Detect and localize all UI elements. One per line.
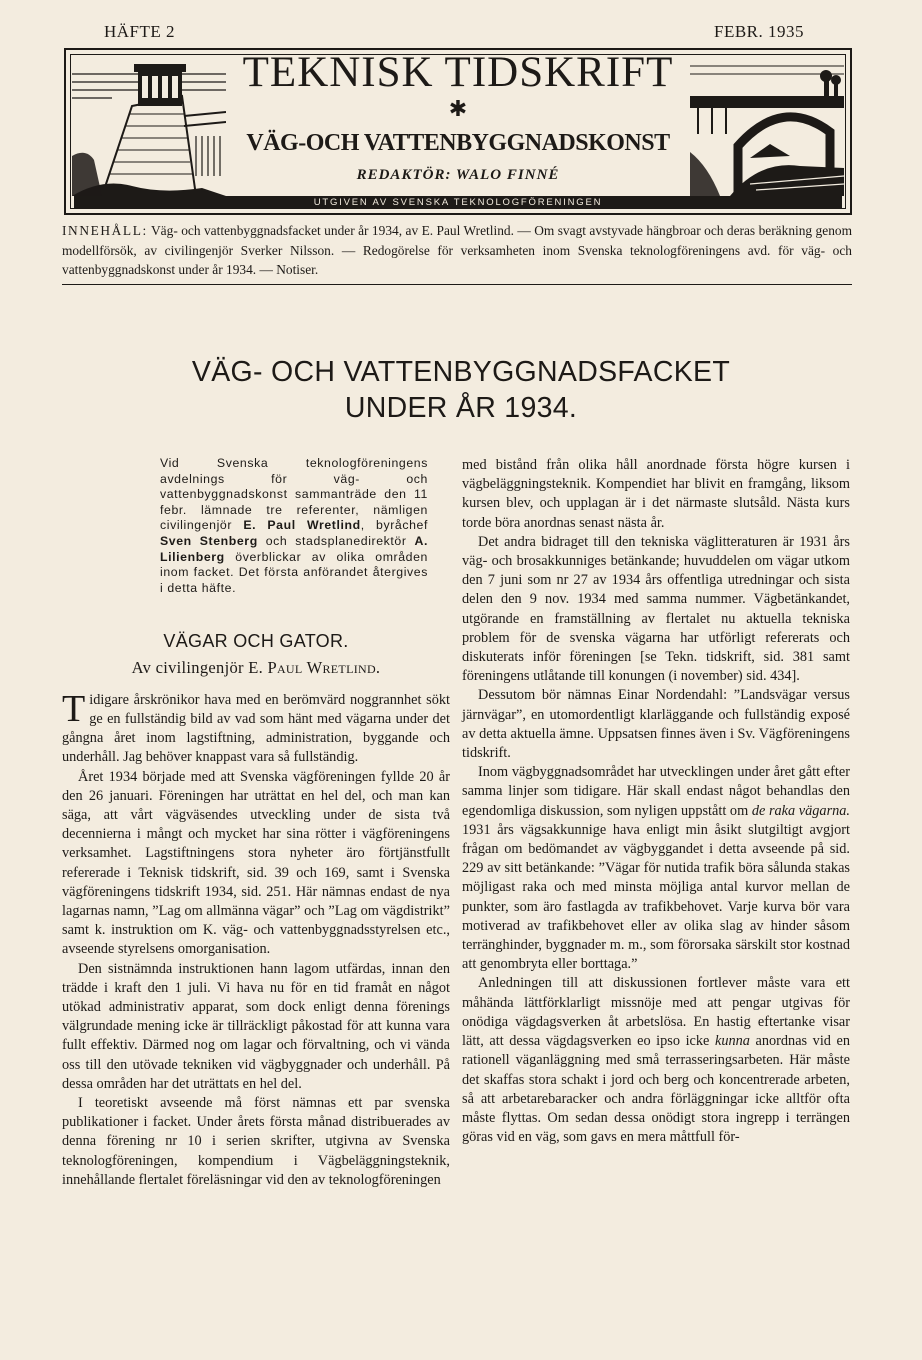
issue-date: FEBR. 1935 (714, 22, 805, 41)
intro-text-a: Vid Svenska teknologföreningens avdelnings för väg- och vattenbyggnadskonst sammanträde den 11 febr. lämnade tre referenter, nämligen civilingenjör (160, 456, 428, 533)
publisher-banner: UTGIVEN AV SVENSKA TEKNOLOGFÖRENINGEN (74, 196, 842, 209)
journal-title: TEKNISK TIDSKRIFT (242, 49, 674, 96)
paragraph-1-text: idigare årskrönikor hava med en berömvärd noggrannhet sökt ge en fullständig bild av vad som hänt med vägarna under det gångna året inom lagstiftning, administration, byggande och underhåll. Jag behöver knappast vara så fullständig. (62, 691, 450, 766)
contents-label: INNEHÅLL: (62, 223, 148, 238)
byline (62, 658, 450, 677)
article-title-line-1: VÄG- OCH VATTENBYGGNADSFACKET (191, 356, 731, 388)
issue-number: HÄFTE 2 (104, 22, 176, 41)
paragraph-9-text-b: anordnas vid en rationell väganläggning med små terrasseringsarbeten. Här måste det skaffas stora schakt i jord och berg och koncentrerade arbeten, så att arbetarebaracker och andra förläggningar icke alltför ofta måste flyttas. Om sedan dessa onödigt stora ingrepp i terrängen göras vid en väg, som gavs en mera måttfull för- (462, 1033, 850, 1146)
paragraph-8-text-b: 1931 års vägsakkunnige hava enligt min åsikt slutgiltigt avgjort frågan om bedömandet av vägbyggandet i detta avseende på sid. 229 av sitt betänkande: ”Vägar för nutida trafik böra sålunda stakas möjligast raka och med minsta möjliga antal kurvor mellan de punkter, som äro fastlagda av trafikbehovet. Varje kurva bör vara motiverad av trafikbehovet eller av olika slag av hinder såsom terränghinder, byggnader m. m., som förorsaka särskilt stor kostnad att genombryta eller borttaga.” (462, 821, 850, 973)
bridge-woodcut-illustration (690, 56, 844, 196)
journal-subtitle: VÄG-OCH VATTENBYGGNADSKONST (246, 130, 670, 156)
paragraph-9-emphasis: kunna (714, 1033, 750, 1050)
paragraph-4: I teoretiskt avseende må först nämnas ett par svenska publikationer i facket. Under årets första månad distribuerades av denna förening nr 10 i serien skrifter, utgivna av Svenska teknologföreningen, kompendium i Vägbeläggningsteknik, innehållande flertalet föreläsningar vid den av teknologföreningen (62, 1095, 450, 1188)
paragraph-8-text-a: Inom vägbyggnadsområdet har utvecklingen under året gått efter samma linjer som tidigare. Här skall endast något behandlas den egendomliga diskussion, som nyligen uppstått om (462, 764, 850, 819)
dam-woodcut-illustration (72, 56, 226, 196)
article-title (100, 354, 822, 426)
contents-divider (62, 284, 852, 285)
byline-prefix: Av civilingenjör (131, 657, 249, 677)
paragraph-2: Året 1934 började med att Svenska vägföreningen fyllde 20 år den 26 januari. Föreningen har uträttat en hel del, och man kan säga, att vårt vägväsendes utveckling under de sista två decennierna i mångt och mycket har sina rötter i vägföreningens verksamhet. Lagstiftningens stora nyheter äro förtjänstfullt refererade i Teknisk tidskrift, sid. 39 och 169, samt i Svenska vägföreningens tidskrift 1934, sid. 251. Här nämnas endast de nya lagarnas namn, ”Lag om allmänna vägar” och ”Lag om vägdistrikt” samt k. instruktion om K. väg- och vattenbyggnadsstyrelsen etc., avseende styrelsens omorganisation. (62, 768, 450, 958)
paragraph-8-emphasis: de raka vägarna. (751, 802, 851, 819)
paragraph-8 (462, 763, 850, 974)
intro-text-c: och stadsplanedirektör (257, 533, 415, 548)
byline-author: E. Paul Wretlind. (248, 657, 381, 677)
intro-name-lilienberg: A. Lilienberg (160, 533, 428, 564)
paragraph-7: Dessutom bör nämnas Einar Nordendahl: ”Landsvägar versus järnvägar”, en utomordentligt klarläggande och fullständig exposé av detta aktuella ämne. Uppsatsen finnes även i Sv. Vägföreningens tidskrift. (462, 687, 850, 762)
paragraph-6: Det andra bidraget till den tekniska väglitteraturen är 1931 års väg- och brosakkunniges betänkande; huvuddelen om vägar utkom den 7 juni som nr 27 av 1934 års offentliga utredningar och sista delen den 9 nov. 1934 med samma nummer. Vägbetänkandet, utgörande en framställning av flertalet nu aktuella tekniska problem för de svenska vägarna har utförligt refererats och diskuterats inför föreningen [se Tekn. tidskrift, sid. 381 samt föreningens utlåtande till konungen (i november) sid. 434]. (462, 533, 850, 685)
masthead (64, 48, 852, 215)
paragraph-5: med bistånd från olika håll anordnade första högre kursen i vägbeläggningsteknik. Kompendiet har blivit en framgång, liksom kursen blev, och upplagan är i det närmaste slutsåld. Nästa kurs torde böra anordnas senast nästa år. (462, 457, 850, 531)
left-column (62, 456, 450, 1190)
star-ornament-icon: ✱ (448, 96, 468, 121)
article-title-line-2: UNDER ÅR 1934. (344, 392, 578, 424)
paragraph-1 (62, 687, 450, 768)
right-column (462, 456, 850, 1147)
drop-cap: T (62, 687, 86, 730)
contents-text: Väg- och vattenbyggnadsfacket under år 1934, av E. Paul Wretlind. — Om svagt avstyvade hängbroar och deras beräkning genom modellförsök, av civilingenjör Sverker Nilsson. — Redogörelse för verksamheten inom Svenska teknologföreningens avd. för väg- och vattenbyggnadskonst under år 1934. — Notiser. (62, 223, 853, 278)
intro-name-wretlind: E. Paul Wretlind (243, 518, 361, 533)
intro-name-stenberg: Sven Stenberg (160, 533, 258, 548)
editor-line: REDAKTÖR: WALO FINNÉ (356, 167, 560, 183)
paragraph-9-text-a: Anledningen till att diskussionen fortlever måste vara ett måhända lättförklarligt missnöje med att pengar utgivas för onödiga vägdagsverken åt arbetslösa. En hastig eftertanke visar lätt, att dessa vägdagsverken eo ipso icke (462, 975, 850, 1050)
intro-text-b: , byråchef (360, 518, 428, 533)
article-intro (160, 456, 428, 596)
section-heading: VÄGAR OCH GATOR. (163, 631, 349, 652)
paragraph-3: Den sistnämnda instruktionen hann lagom utfärdas, innan den trädde i kraft den 1 juli. Vi hava nu för en tid framåt en något utökad administrativ apparat, som dock enligt denna förenings välgrundade mening icke är tillräckligt påkostad för att kunna vara fullt effektiv. Därmed nog om lagar och förvaltning, och vi vända oss till den utövade tekniken vid vägbyggnader och underhåll. På dessa områden har det uträttats en hel del. (62, 960, 450, 1092)
intro-text-d: överblickar av olika områden inom facket. Det första anförandet återgives i detta häfte. (160, 549, 428, 595)
table-of-contents (62, 221, 852, 280)
paragraph-9 (462, 974, 850, 1147)
